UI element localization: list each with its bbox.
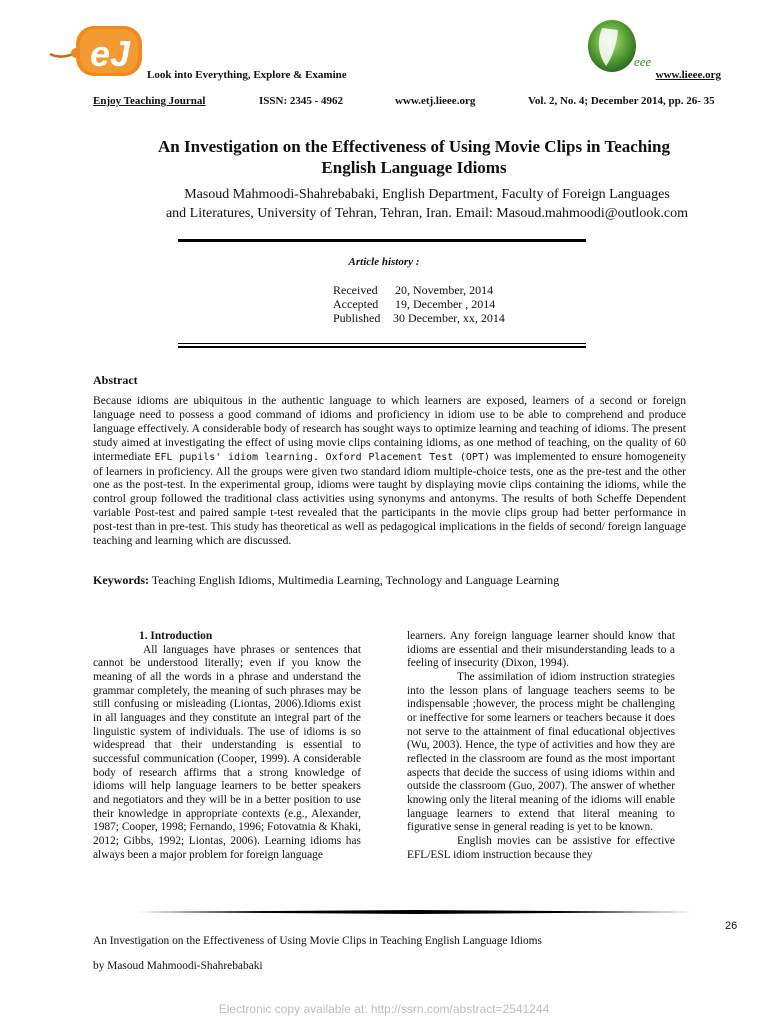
title-divider [178, 239, 586, 242]
article-title [90, 136, 738, 178]
svg-text:eJ: eJ [89, 33, 131, 74]
history-published-label: Published [333, 311, 381, 325]
issn: ISSN: 2345 - 4962 [259, 95, 344, 107]
etj-logo [48, 22, 146, 84]
history-accepted-label: Accepted [333, 297, 379, 311]
abstract-text-part-1: Because idioms are ubiquitous in the authentic language to which learners are exposed, learners of a second or foreign language need to possess a good command of idioms and proficiency in idiom use to be able to comprehend and produce language effectively. A considerable body of research has sought ways to optimize learning and teaching of idioms. The present study aimed at investigating the effect of using movie clips containing idioms, as one method of teaching, on the quality of 60 intermediate [93, 394, 686, 463]
footer-title: An Investigation on the Effectiveness of Using Movie Clips in Teaching English Language Idioms [93, 935, 542, 947]
author-affiliation [87, 185, 767, 223]
svg-text:eee: eee [634, 54, 652, 69]
header-site-link[interactable]: www.lieee.org [655, 69, 721, 81]
journal-name[interactable]: Enjoy Teaching Journal [93, 95, 206, 107]
intro-heading: 1. Introduction [139, 630, 213, 642]
ssrn-watermark[interactable]: Electronic copy available at: http://ssrn.com/abstract=2541244 [218, 1002, 550, 1016]
history-accepted-date: 19, December , 2014 [395, 297, 496, 311]
keywords-label: Keywords: [93, 573, 149, 587]
history-divider-thick [178, 346, 586, 348]
keywords [93, 573, 559, 588]
volume-info: Vol. 2, No. 4; December 2014, pp. 26- 35 [528, 95, 715, 107]
history-received-label: Received [333, 283, 378, 297]
abstract-text [93, 394, 686, 548]
footer-author: by Masoud Mahmoodi-Shahrebabaki [93, 960, 263, 972]
page-number: 26 [725, 920, 738, 932]
abstract-text-part-2: was implemented to ensure homogeneity of learners in proficiency. All the groups were given two standard idiom multiple-choice tests, one as the pre-test and the other one as the post-test. In the experimental group, idioms were taught by displaying movie clips containing the idioms, while the control group followed the traditional class activities using synonyms and antonyms. The results of both Scheffe Dependent variable Post-test and paired sample t-test revealed that the participants in the movie clips group had better performance in post-test than in pre-test. This study has theoretical as well as pedagogical implications in the fields of second/ foreign language teaching and learning which are discussed. [93, 449, 686, 548]
history-divider-thin [178, 343, 586, 344]
footer-divider [138, 908, 694, 916]
abstract-text-mono: EFL pupils' idiom learning. Oxford Placement Test (OPT) [154, 451, 490, 463]
abstract-heading: Abstract [93, 373, 138, 387]
title-line-2: English Language Idioms [321, 158, 507, 177]
history-received-date: 20, November, 2014 [395, 283, 494, 297]
right-paragraph-1: learners. Any foreign language learner should know that idioms are essential and their misunderstanding leads to a feeling of insecurity (Dixon, 1994). [407, 630, 675, 670]
right-paragraph-2: The assimilation of idiom instruction strategies into the lesson plans of language teachers seems to be indispensable ;however, the process might be challenging or ineffective for some learners or teachers because it does not serve to the attainment of final educational objectives (Wu, 2003). Hence, the type of activities and how they are reflected in the classroom are found as the most important aspects that decide the success of using idioms within and outside the classroom (Guo, 2007). The answer of whether knowing only the literal meaning of the idioms will enable language learners to extend that literal meaning to figurative sense in general reading is yet to be known. [407, 670, 675, 834]
history-published-date: 30 December, xx, 2014 [393, 311, 505, 325]
article-history-heading: Article history : [348, 256, 420, 268]
right-column [407, 630, 675, 862]
journal-site[interactable]: www.etj.lieee.org [395, 95, 476, 107]
left-column [93, 630, 361, 862]
intro-paragraph-1: All languages have phrases or sentences that cannot be understood literally; even if you know the meaning of all the words in a phrase and understand the grammar completely, the meaning of such phrases may be still confusing or misleading (Liontas, 2006).Idioms exist in all languages and they constitute an integral part of the linguistic system of individuals. The use of idioms is so widespread that their understanding is essential to successful communication (Cooper, 1999). A considerable body of research affirms that a strong knowledge of idioms will help language learners to be better speakers and negotiators and they will be in a better position to use their knowledge in appropriate contexts (e.g., Alexander, 1987; Cooper, 1998; Fernando, 1996; Fotovatnia & Khaki, 2012; Gibbs, 1992; Liontas, 2006). Learning idioms has always been a major problem for foreign language [93, 643, 361, 861]
author-line-1: Masoud Mahmoodi-Shahrebabaki, English Department, Faculty of Foreign Languages [184, 187, 670, 202]
author-line-2: and Literatures, University of Tehran, Tehran, Iran. Email: Masoud.mahmoodi@outlook.com [165, 206, 689, 221]
title-line-1: An Investigation on the Effectiveness of Using Movie Clips in Teaching [158, 137, 670, 156]
right-paragraph-3: English movies can be assistive for effective EFL/ESL idiom instruction because they [407, 834, 675, 861]
header-tagline: Look into Everything, Explore & Examine [147, 69, 347, 81]
keywords-text: Teaching English Idioms, Multimedia Learning, Technology and Language Learning [149, 573, 560, 587]
